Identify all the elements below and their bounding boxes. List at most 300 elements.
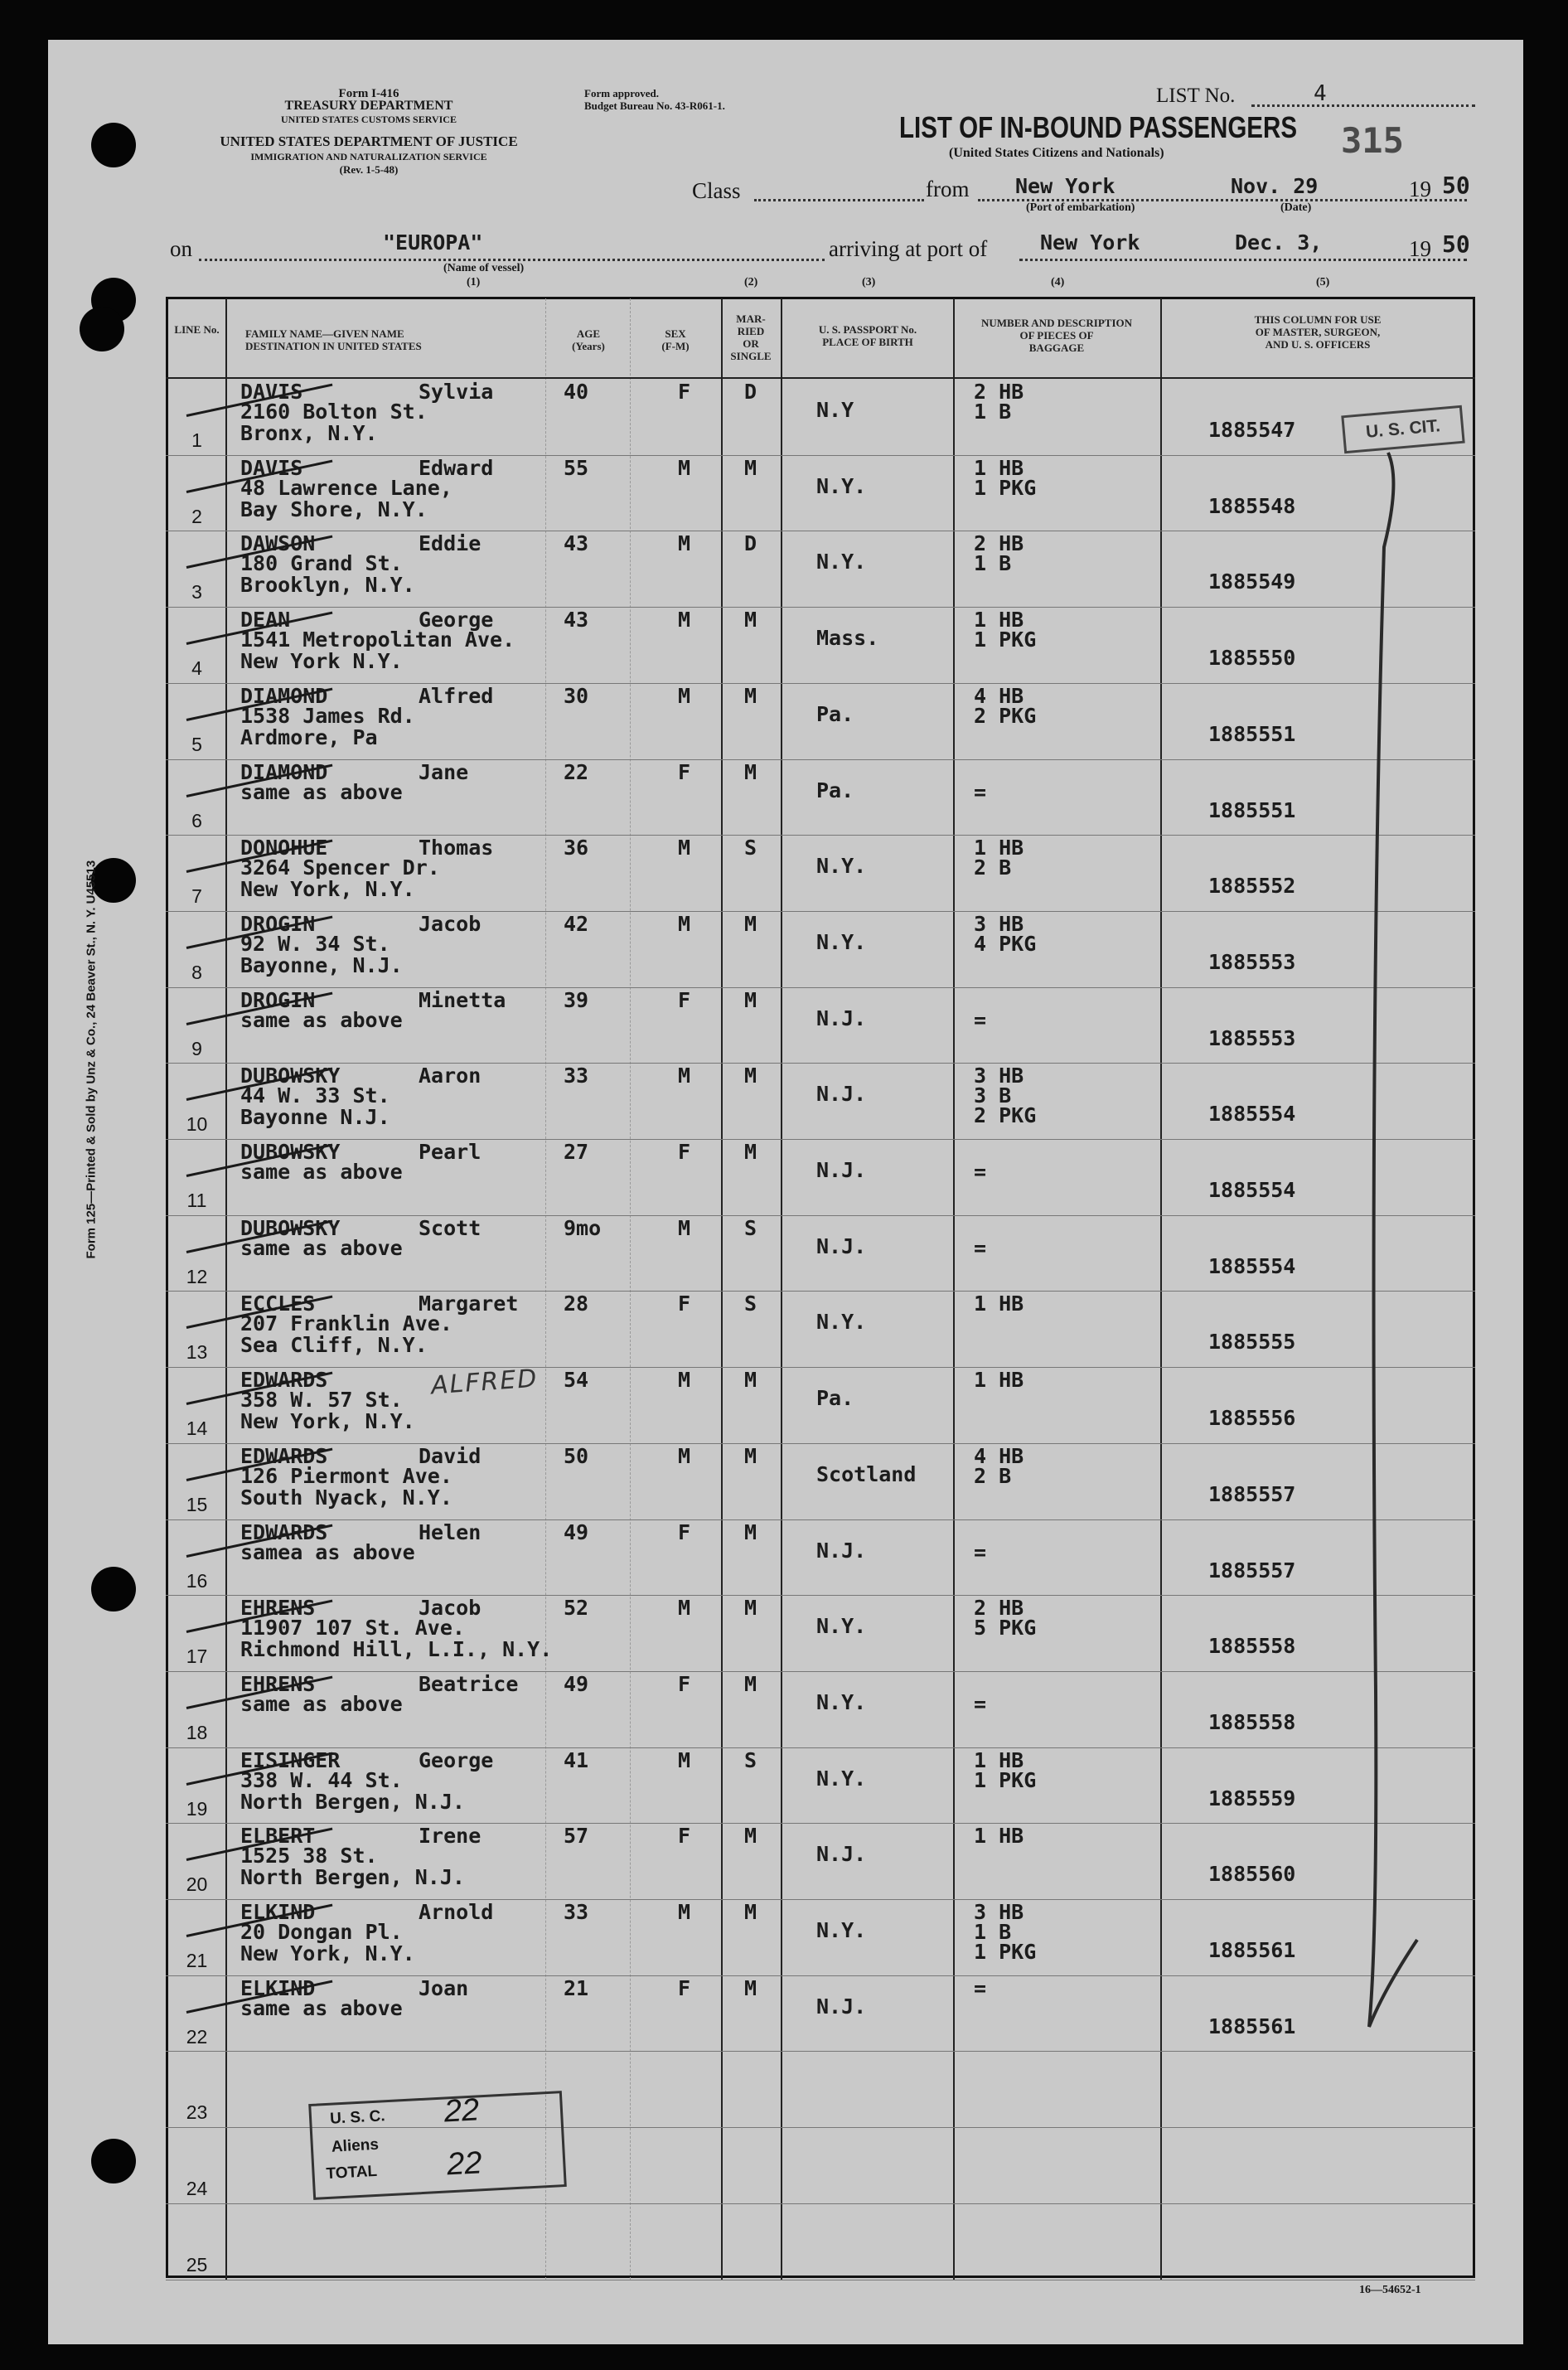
- officer-number: 1885550: [1208, 646, 1296, 671]
- officer-number: 1885554: [1208, 1178, 1296, 1202]
- line-number: 18: [186, 1721, 208, 1743]
- sex: F: [678, 1975, 691, 2000]
- officer-number: 1885561: [1208, 2014, 1296, 2038]
- row-divider: [166, 683, 1475, 684]
- given-name: David: [419, 1443, 482, 1468]
- baggage-2: 2 B: [974, 1463, 1012, 1488]
- place-of-birth: N.Y.: [816, 550, 867, 574]
- binder-hole: [91, 123, 136, 167]
- address-line-1: same as above: [240, 1007, 403, 1032]
- officer-number: 1885553: [1208, 1025, 1296, 1050]
- line-number: 11: [186, 1190, 207, 1211]
- address-line-2: Sea Cliff, N.Y.: [240, 1333, 428, 1358]
- given-name: George: [419, 1747, 494, 1772]
- address-line-2: North Bergen, N.J.: [240, 1865, 465, 1890]
- given-name: Arnold: [419, 1900, 494, 1924]
- family-name: ELBERT: [240, 1824, 316, 1849]
- handwritten-note: ALFRED: [429, 1364, 540, 1401]
- header-married: MAR- RIED OR SINGLE: [730, 313, 772, 362]
- address-line-1: same as above: [240, 779, 403, 804]
- sex: F: [678, 1292, 691, 1316]
- officer-number: 1885548: [1208, 493, 1296, 518]
- address-line-1: same as above: [240, 1995, 403, 2020]
- line-number: 21: [186, 1950, 208, 1971]
- age: 43: [564, 531, 589, 556]
- age: 54: [564, 1368, 589, 1393]
- header-sex: SEX (F-M): [661, 327, 690, 352]
- address-line-1: 44 W. 33 St.: [240, 1083, 390, 1108]
- age: 43: [564, 608, 589, 632]
- header-age: AGE (Years): [572, 327, 605, 352]
- row-divider: [166, 759, 1475, 760]
- sex: M: [678, 455, 691, 480]
- row-divider: [166, 1823, 1475, 1824]
- address-line-2: Bay Shore, N.Y.: [240, 497, 428, 521]
- line-number: 20: [186, 1873, 208, 1896]
- officer-number: 1885551: [1208, 797, 1296, 822]
- sex: F: [678, 380, 691, 404]
- officer-number: 1885554: [1208, 1253, 1296, 1278]
- footer-code: 16—54652-1: [1359, 2284, 1421, 2296]
- sex: F: [678, 1519, 691, 1544]
- header-passport: U. S. PASSPORT No. PLACE OF BIRTH: [818, 323, 917, 348]
- sex: M: [678, 1064, 691, 1088]
- baggage-1: =: [974, 1975, 987, 2000]
- summary-aliens-label: Aliens: [331, 2135, 380, 2156]
- marital-status: D: [744, 531, 757, 556]
- baggage-2: =: [974, 1235, 987, 1260]
- family-name: DONOHUE: [240, 836, 328, 860]
- place-of-birth: Scotland: [816, 1461, 917, 1486]
- officer-number: 1885553: [1208, 949, 1296, 974]
- given-name: Pearl: [419, 1140, 482, 1164]
- sex: F: [678, 987, 691, 1012]
- us-cit-stamp: U. S. CIT.: [1341, 405, 1464, 454]
- line-number: 24: [186, 2178, 208, 2200]
- address-line-2: South Nyack, N.Y.: [240, 1485, 452, 1510]
- row-divider: [166, 1443, 1475, 1444]
- header-name: FAMILY NAME—GIVEN NAME DESTINATION IN UNITED STATES: [245, 327, 422, 352]
- address-line-1: 358 W. 57 St.: [240, 1388, 403, 1413]
- row-divider: [166, 1899, 1475, 1900]
- family-name: DAVIS: [240, 380, 303, 404]
- address-line-1: 92 W. 34 St.: [240, 931, 390, 956]
- summary-usc-value: 22: [443, 2092, 481, 2130]
- officer-number: 1885552: [1208, 874, 1296, 899]
- baggage-1: 1 HB: [974, 836, 1024, 860]
- line-number: 8: [191, 961, 202, 983]
- baggage-2: =: [974, 779, 987, 804]
- baggage-1: 1 HB: [974, 608, 1024, 632]
- age: 33: [564, 1900, 589, 1924]
- age: 55: [564, 455, 589, 480]
- year-prefix: 19: [1409, 177, 1431, 201]
- baggage-2: 1 B: [974, 400, 1012, 424]
- place-of-birth: Pa.: [816, 1386, 854, 1411]
- address-line-1: same as above: [240, 1160, 403, 1184]
- baggage-2: 5 PKG: [974, 1616, 1037, 1641]
- line-number: 17: [186, 1645, 208, 1668]
- line-number: 12: [186, 1265, 208, 1287]
- officer-number: 1885547: [1208, 418, 1296, 442]
- class-label: Class: [692, 178, 741, 203]
- sex: M: [678, 1596, 691, 1621]
- officer-number: 1885558: [1208, 1634, 1296, 1659]
- marital-status: M: [744, 987, 757, 1012]
- row-divider: [166, 2203, 1475, 2204]
- baggage-2: 1 PKG: [974, 628, 1037, 652]
- given-name: Beatrice: [419, 1671, 519, 1696]
- family-name: DUBOWSKY: [240, 1140, 341, 1164]
- sex: M: [678, 1443, 691, 1468]
- marital-status: D: [744, 380, 757, 404]
- line-number: 13: [186, 1341, 208, 1364]
- given-name: George: [419, 608, 494, 632]
- family-name: DIAMOND: [240, 759, 328, 784]
- baggage-2: 2 PKG: [974, 703, 1037, 728]
- marital-status: S: [744, 1215, 757, 1240]
- address-line-1: samea as above: [240, 1539, 415, 1564]
- place-of-birth: N.Y.: [816, 1689, 867, 1714]
- family-name: DAWSON: [240, 531, 316, 556]
- address-line-2: Richmond Hill, L.I., N.Y.: [240, 1637, 553, 1662]
- officer-number: 1885557: [1208, 1558, 1296, 1582]
- marital-status: M: [744, 1368, 757, 1393]
- sex: M: [678, 1215, 691, 1240]
- place-of-birth: N.J.: [816, 1006, 867, 1030]
- age: 21: [564, 1975, 589, 2000]
- address-line-1: 207 Franklin Ave.: [240, 1311, 452, 1336]
- baggage-2: =: [974, 1007, 987, 1032]
- place-of-birth: N.Y: [816, 398, 854, 422]
- sex: F: [678, 1824, 691, 1849]
- sex: M: [678, 911, 691, 936]
- document-subtitle: (United States Citizens and Nationals): [949, 146, 1164, 160]
- age: 27: [564, 1140, 589, 1164]
- address-line-2: Bayonne N.J.: [240, 1105, 390, 1130]
- given-name: Irene: [419, 1824, 482, 1849]
- family-name: EHRENS: [240, 1671, 316, 1696]
- baggage-1: 1 HB: [974, 1824, 1024, 1849]
- family-name: DEAN: [240, 608, 291, 632]
- given-name: Jane: [419, 759, 469, 784]
- baggage-3: 2 PKG: [974, 1103, 1037, 1128]
- family-name: DUBOWSKY: [240, 1064, 341, 1088]
- revision: (Rev. 1-5-48): [339, 163, 399, 176]
- line-number: 25: [186, 2253, 208, 2275]
- address-line-2: New York, N.Y.: [240, 877, 415, 902]
- row-divider: [166, 835, 1475, 836]
- baggage-1: 1 HB: [974, 1292, 1024, 1316]
- line-number: 22: [186, 2025, 208, 2048]
- officer-number: 1885558: [1208, 1709, 1296, 1734]
- row-divider: [166, 1671, 1475, 1672]
- officer-number: 1885554: [1208, 1102, 1296, 1127]
- age: 49: [564, 1519, 589, 1544]
- binder-hole: [91, 2139, 136, 2183]
- family-name: ELKIND: [240, 1975, 316, 2000]
- address-line-2: Bronx, N.Y.: [240, 421, 378, 445]
- line-number: 2: [191, 505, 202, 527]
- sex: M: [678, 1900, 691, 1924]
- place-of-birth: N.Y.: [816, 1310, 867, 1335]
- marital-status: M: [744, 1443, 757, 1468]
- row-divider: [166, 455, 1475, 456]
- justice-dept: UNITED STATES DEPARTMENT OF JUSTICE: [220, 133, 518, 149]
- summary-stamp: [308, 2091, 567, 2200]
- line-number: 23: [186, 2101, 208, 2124]
- place-of-birth: N.J.: [816, 1994, 867, 2019]
- baggage-1: 2 HB: [974, 380, 1024, 404]
- baggage-2: =: [974, 1160, 987, 1184]
- age: 30: [564, 683, 589, 708]
- arrival-port: New York: [1040, 230, 1140, 254]
- row-divider: [166, 987, 1475, 988]
- line-number: 5: [191, 733, 202, 755]
- baggage-2: 1 PKG: [974, 475, 1037, 500]
- printer-note: Form 125—Printed & Sold by Unz & Co., 24 Beaver St., N. Y. U45513: [84, 860, 99, 1259]
- given-name: Minetta: [419, 987, 506, 1012]
- age: 57: [564, 1824, 589, 1849]
- line-number: 3: [191, 581, 202, 603]
- sex: M: [678, 683, 691, 708]
- col-number-5: (5): [1316, 276, 1330, 288]
- date-caption: (Date): [1280, 201, 1312, 214]
- family-name: DROGIN: [240, 911, 316, 936]
- arrival-date: Dec. 3,: [1235, 230, 1323, 254]
- budget-bureau: Budget Bureau No. 43-R061-1.: [584, 99, 725, 112]
- place-of-birth: N.J.: [816, 1233, 867, 1258]
- officer-number: 1885560: [1208, 1862, 1296, 1887]
- ins-service: IMMIGRATION AND NATURALIZATION SERVICE: [250, 151, 487, 162]
- row-divider: [166, 1747, 1475, 1748]
- line-number: 10: [186, 1113, 208, 1136]
- verification-tick-mark: [1351, 448, 1434, 2039]
- marital-status: M: [744, 1975, 757, 2000]
- list-number-label: LIST No.: [1156, 85, 1236, 107]
- given-name: Eddie: [419, 531, 482, 556]
- family-name: EDWARDS: [240, 1443, 328, 1468]
- address-line-2: Bayonne, N.J.: [240, 952, 403, 977]
- baggage-2: 1 B: [974, 1920, 1012, 1944]
- marital-status: M: [744, 1140, 757, 1164]
- marital-status: M: [744, 1671, 757, 1696]
- marital-status: M: [744, 1824, 757, 1849]
- address-line-2: New York, N.Y.: [240, 1941, 415, 1965]
- family-name: DAVIS: [240, 455, 303, 480]
- given-name: Helen: [419, 1519, 482, 1544]
- baggage-2: 3 B: [974, 1083, 1012, 1108]
- address-line-2: Brooklyn, N.Y.: [240, 573, 415, 598]
- row-divider: [166, 607, 1475, 608]
- family-name: DROGIN: [240, 987, 316, 1012]
- row-divider: [166, 1139, 1475, 1140]
- document-title: LIST OF IN-BOUND PASSENGERS: [899, 110, 1298, 144]
- stamped-list-number: 315: [1341, 120, 1404, 161]
- marital-status: M: [744, 759, 757, 784]
- given-name: Scott: [419, 1215, 482, 1240]
- place-of-birth: N.J.: [816, 1082, 867, 1107]
- arrival-year: 50: [1442, 230, 1470, 258]
- treasury-dept: TREASURY DEPARTMENT: [284, 99, 453, 113]
- vessel-caption: (Name of vessel): [443, 262, 525, 274]
- col-number-2: (2): [744, 276, 758, 288]
- form-approved: Form approved.: [584, 87, 660, 99]
- given-name: Joan: [419, 1975, 469, 2000]
- line-number: 6: [191, 809, 202, 831]
- given-name: Alfred: [419, 683, 494, 708]
- place-of-birth: N.J.: [816, 1538, 867, 1563]
- age: 39: [564, 987, 589, 1012]
- address-line-1: 338 W. 44 St.: [240, 1767, 403, 1792]
- marital-status: M: [744, 1596, 757, 1621]
- baggage-1: 1 HB: [974, 1747, 1024, 1772]
- embarkation-year: 50: [1442, 172, 1470, 199]
- officer-number: 1885561: [1208, 1938, 1296, 1962]
- baggage-1: 2 HB: [974, 531, 1024, 556]
- officer-number: 1885559: [1208, 1786, 1296, 1810]
- address-line-2: Ardmore, Pa: [240, 725, 378, 749]
- officer-number: 1885555: [1208, 1330, 1296, 1355]
- form-number: Form I-416: [338, 87, 399, 100]
- customs-service: UNITED STATES CUSTOMS SERVICE: [281, 114, 457, 125]
- place-of-birth: N.Y.: [816, 929, 867, 954]
- address-line-1: 2160 Bolton St.: [240, 400, 428, 424]
- address-line-1: same as above: [240, 1235, 403, 1260]
- sex: F: [678, 1671, 691, 1696]
- family-name: ECCLES: [240, 1292, 316, 1316]
- line-number: 1: [191, 429, 202, 451]
- age: 41: [564, 1747, 589, 1772]
- marital-status: M: [744, 455, 757, 480]
- family-name: EHRENS: [240, 1596, 316, 1621]
- given-name: Jacob: [419, 1596, 482, 1621]
- given-name: Margaret: [419, 1292, 519, 1316]
- place-of-birth: N.Y.: [816, 854, 867, 879]
- col-number-3: (3): [862, 276, 876, 288]
- marital-status: M: [744, 1900, 757, 1924]
- place-of-birth: Pa.: [816, 701, 854, 726]
- baggage-1: 3 HB: [974, 1900, 1024, 1924]
- from-label: from: [926, 177, 970, 201]
- marital-status: M: [744, 608, 757, 632]
- address-line-2: New York, N.Y.: [240, 1409, 415, 1434]
- sex: F: [678, 759, 691, 784]
- baggage-2: 1 PKG: [974, 1767, 1037, 1792]
- officer-number: 1885556: [1208, 1406, 1296, 1431]
- family-name: EISINGER: [240, 1747, 341, 1772]
- baggage-2: =: [974, 1539, 987, 1564]
- place-of-birth: N.Y.: [816, 1614, 867, 1639]
- age: 28: [564, 1292, 589, 1316]
- given-name: Aaron: [419, 1064, 482, 1088]
- address-line-1: 1541 Metropolitan Ave.: [240, 628, 515, 652]
- address-line-1: 180 Grand St.: [240, 551, 403, 576]
- line-number: 9: [191, 1037, 202, 1059]
- on-label: on: [170, 236, 192, 261]
- marital-status: S: [744, 836, 757, 860]
- family-name: EDWARDS: [240, 1368, 328, 1393]
- header-line-no: LINE No.: [174, 323, 220, 336]
- place-of-birth: N.Y.: [816, 473, 867, 498]
- sex: M: [678, 531, 691, 556]
- embarkation-date: Nov. 29: [1231, 174, 1319, 198]
- row-divider: [166, 1519, 1475, 1520]
- baggage-2: 4 PKG: [974, 931, 1037, 956]
- age: 49: [564, 1671, 589, 1696]
- family-name: DUBOWSKY: [240, 1215, 341, 1240]
- vessel-name: "EUROPA": [383, 230, 483, 254]
- age: 22: [564, 759, 589, 784]
- given-name: Jacob: [419, 911, 482, 936]
- given-name: Edward: [419, 455, 494, 480]
- marital-status: M: [744, 683, 757, 708]
- row-divider: [166, 1367, 1475, 1368]
- marital-status: M: [744, 1519, 757, 1544]
- address-line-1: 126 Piermont Ave.: [240, 1463, 452, 1488]
- marital-status: S: [744, 1292, 757, 1316]
- binder-hole: [91, 1567, 136, 1612]
- address-line-2: New York N.Y.: [240, 649, 403, 674]
- place-of-birth: Pa.: [816, 778, 854, 802]
- header-officers: THIS COLUMN FOR USE OF MASTER, SURGEON, AND U. S. OFFICERS: [1254, 313, 1382, 351]
- age: 33: [564, 1064, 589, 1088]
- address-line-1: 11907 107 St. Ave.: [240, 1616, 465, 1641]
- binder-hole: [80, 307, 124, 351]
- officer-number: 1885549: [1208, 569, 1296, 594]
- address-line-1: 3264 Spencer Dr.: [240, 855, 440, 880]
- line-number: 4: [191, 657, 202, 680]
- list-number-value: 4: [1314, 81, 1327, 106]
- age: 42: [564, 911, 589, 936]
- row-divider: [166, 2051, 1475, 2052]
- given-name: Thomas: [419, 836, 494, 860]
- place-of-birth: N.J.: [816, 1842, 867, 1867]
- sex: M: [678, 1747, 691, 1772]
- age: 40: [564, 380, 589, 404]
- summary-total-label: TOTAL: [326, 2162, 378, 2183]
- sex: M: [678, 836, 691, 860]
- line-number: 16: [186, 1569, 208, 1592]
- officer-number: 1885551: [1208, 721, 1296, 746]
- family-name: ELKIND: [240, 1900, 316, 1924]
- sex: M: [678, 608, 691, 632]
- embarkation-port: New York: [1015, 174, 1116, 198]
- baggage-2: 1 B: [974, 551, 1012, 576]
- age: 52: [564, 1596, 589, 1621]
- place-of-birth: Mass.: [816, 626, 879, 651]
- baggage-2: =: [974, 1691, 987, 1716]
- address-line-1: 48 Lawrence Lane,: [240, 475, 452, 500]
- baggage-3: 1 PKG: [974, 1940, 1037, 1964]
- address-line-1: same as above: [240, 1691, 403, 1716]
- address-line-1: 1525 38 St.: [240, 1844, 378, 1868]
- line-number: 7: [191, 885, 202, 908]
- baggage-1: 3 HB: [974, 911, 1024, 936]
- row-divider: [166, 1975, 1475, 1976]
- baggage-1: 4 HB: [974, 1443, 1024, 1468]
- baggage-1: 2 HB: [974, 1596, 1024, 1621]
- given-name: Sylvia: [419, 380, 494, 404]
- place-of-birth: N.Y.: [816, 1766, 867, 1791]
- age: 50: [564, 1443, 589, 1468]
- sex: F: [678, 1140, 691, 1164]
- family-name: DIAMOND: [240, 683, 328, 708]
- address-line-1: 20 Dongan Pl.: [240, 1920, 403, 1944]
- embarkation-caption: (Port of embarkation): [1026, 201, 1135, 214]
- marital-status: M: [744, 1064, 757, 1088]
- header-baggage: NUMBER AND DESCRIPTION OF PIECES OF BAGGAGE: [980, 317, 1133, 354]
